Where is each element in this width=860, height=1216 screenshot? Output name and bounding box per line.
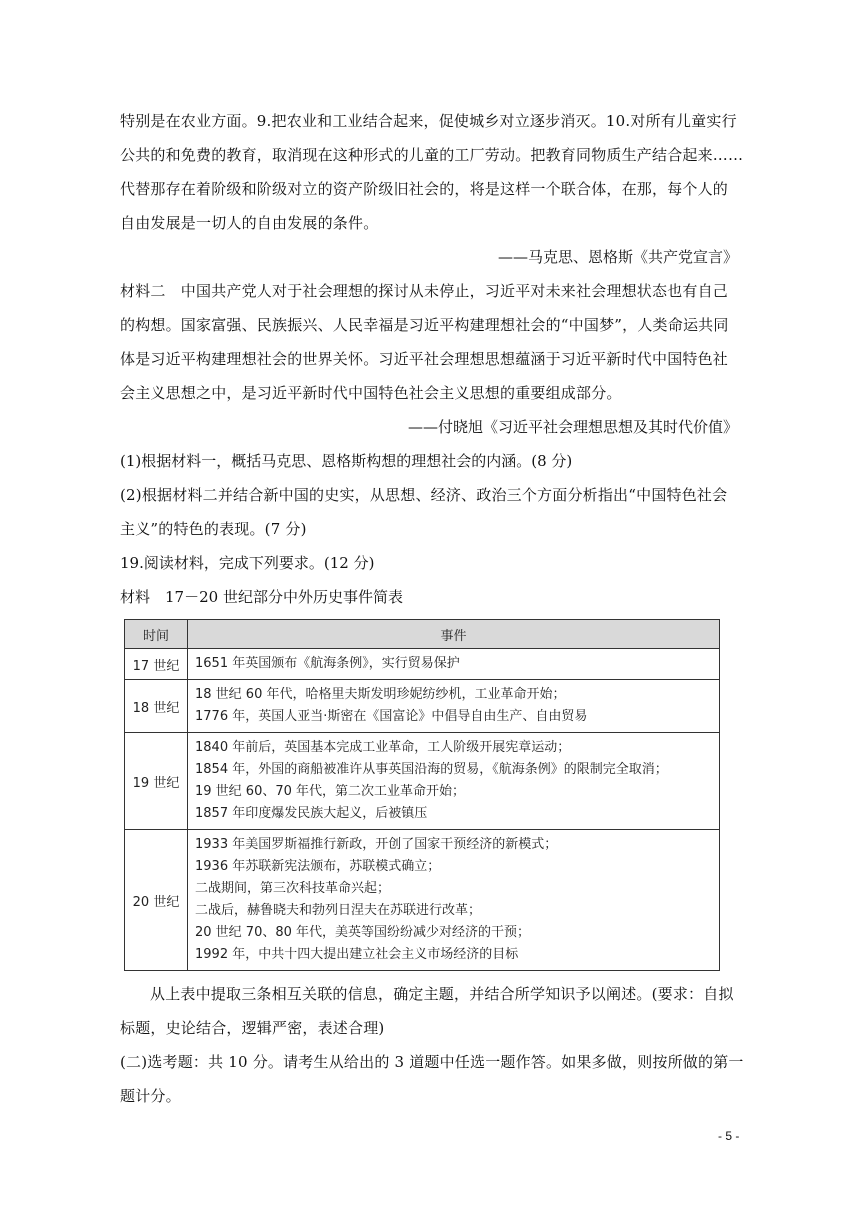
event-item: 1857 年印度爆发民族大起义，后被镇压 [195, 806, 428, 821]
event-item: 1776 年，英国人亚当·斯密在《国富论》中倡导自由生产、自由贸易 [195, 709, 588, 724]
table-caption: 材料 17－20 世纪部分中外历史事件简表 [120, 588, 403, 606]
event-item: 1651 年英国颁布《航海条例》，实行贸易保护 [195, 656, 460, 671]
text-line: 公共的和免费的教育，取消现在这种形式的儿童的工厂劳动。把教育同物质生产结合起来…… [120, 146, 744, 164]
event-item: 1854 年，外国的商船被准许从事英国沿海的贸易，《航海条例》的限制完全取消； [195, 762, 668, 777]
text-line: 标题，史论结合，逻辑严密，表述合理) [120, 1019, 385, 1037]
text-line: 从上表中提取三条相互关联的信息，确定主题，并结合所学知识予以阐述。(要求：自拟 [150, 985, 734, 1003]
period-cell: 18 世纪 [125, 680, 188, 733]
table-row [125, 680, 720, 733]
period-cell: 19 世纪 [125, 733, 188, 830]
event-item: 18 世纪 60 年代，哈格里夫斯发明珍妮纺纱机，工业革命开始； [195, 687, 566, 702]
event-item: 1933 年美国罗斯福推行新政，开创了国家干预经济的新模式； [195, 837, 558, 852]
table-row [125, 649, 720, 680]
material2-text [120, 274, 746, 410]
question-2 [120, 478, 746, 546]
table-header-row [125, 620, 720, 649]
text-line: (2)根据材料二并结合新中国的史实，从思想、经济、政治三个方面分析指出“中国特色社会 [120, 486, 728, 504]
text-line: 主义”的特色的表现。(7 分) [120, 520, 307, 538]
header-events: 事件 [188, 620, 720, 649]
text-line: 自由发展是一切人的自由发展的条件。 [120, 214, 379, 232]
event-item: 1840 年前后，英国基本完成工业革命，工人阶级开展宪章运动； [195, 740, 571, 755]
events-table [124, 619, 720, 971]
material1-source: ——马克思、恩格斯《共产党宣言》 [497, 248, 738, 266]
event-item: 19 世纪 60、70 年代，第二次工业革命开始； [195, 784, 466, 799]
text-line: 的构想。国家富强、民族振兴、人民幸福是习近平构建理想社会的“中国梦”，人类命运共同 [120, 316, 729, 334]
table-row [125, 830, 720, 971]
text-line: 会主义思想之中，是习近平新时代中国特色社会主义思想的重要组成部分。 [120, 384, 622, 402]
text-line: 题计分。 [120, 1087, 181, 1105]
text-line: 特别是在农业方面。9.把农业和工业结合起来，促使城乡对立逐步消灭。10.对所有儿童实行 [120, 112, 737, 130]
header-time: 时间 [125, 620, 188, 649]
text-line: 代替那存在着阶级和阶级对立的资产阶级旧社会的，将是这样一个联合体，在那，每个人的 [120, 180, 729, 198]
event-item: 20 世纪 70、80 年代，美英等国纷纷减少对经济的干预； [195, 925, 531, 940]
events-cell [188, 733, 720, 830]
question-19-prompt [120, 977, 746, 1045]
text-line: (二)选考题：共 10 分。请考生从给出的 3 道题中任选一题作答。如果多做，则按所做的第一 [120, 1053, 744, 1071]
period-cell: 17 世纪 [125, 649, 188, 680]
text-line: 体是习近平构建理想社会的世界关怀。习近平社会理想思想蕴涵于习近平新时代中国特色社 [120, 350, 729, 368]
table-row [125, 733, 720, 830]
elective-section [120, 1045, 746, 1113]
event-item: 二战期间，第三次科技革命兴起； [195, 881, 391, 896]
question-19: 19.阅读材料，完成下列要求。(12 分) [120, 554, 375, 572]
page-number: - 5 - [718, 1129, 740, 1143]
text-line: 材料二 中国共产党人对于社会理想的探讨从未停止，习近平对未来社会理想状态也有自己 [120, 282, 729, 300]
event-item: 1936 年苏联新宪法颁布，苏联模式确立； [195, 859, 441, 874]
period-cell: 20 世纪 [125, 830, 188, 971]
material2-source: ——付晓旭《习近平社会理想思想及其时代价值》 [407, 418, 738, 436]
event-item: 二战后，赫鲁晓夫和勃列日涅夫在苏联进行改革； [195, 903, 482, 918]
material1-text [120, 104, 746, 240]
question-1: (1)根据材料一，概括马克思、恩格斯构想的理想社会的内涵。(8 分) [120, 452, 573, 470]
event-item: 1992 年，中共十四大提出建立社会主义市场经济的目标 [195, 947, 519, 962]
events-cell [188, 830, 720, 971]
events-cell [188, 680, 720, 733]
events-cell [188, 649, 720, 680]
